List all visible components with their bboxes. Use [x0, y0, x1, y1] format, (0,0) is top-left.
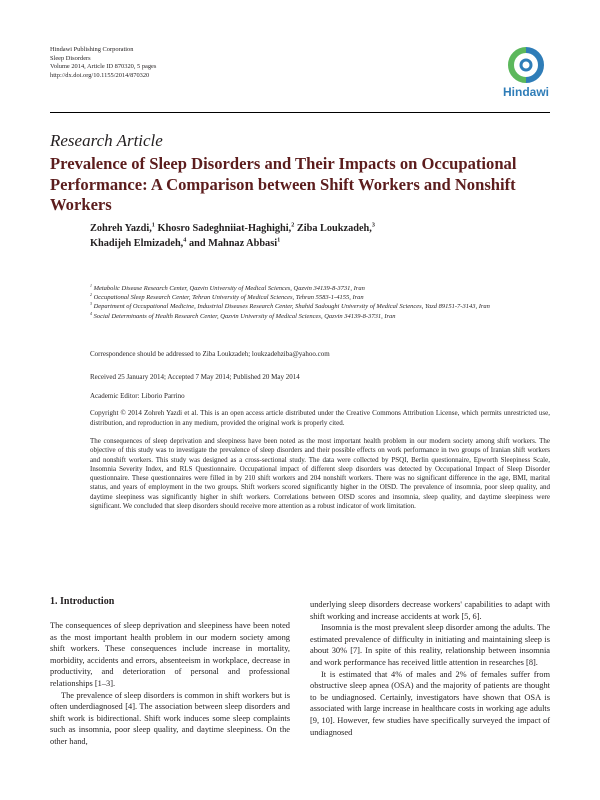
affiliation-item: $^3$ Department of Occupational Medicine, Industrial Diseases Research Center, Shahid Sadoughi University of Medical Sciences, Yazd 89151-7-3143, Iran [90, 302, 490, 311]
journal-name: Sleep Disorders [50, 54, 91, 62]
paragraph: The prevalence of sleep disorders is common in shift workers but is often underdiagnosed [4]. The association between sleep disorders and shift work is bidirectional. Shift work induces some sleep complaints such as insomnia, poor sleep quality, and daytime sleepiness. On the other hand, [50, 690, 290, 746]
copyright-notice: Copyright © 2014 Zohreh Yazdi et al. This is an open access article distributed under the Creative Commons Attribution License, which permits unrestricted use, distribution, and reproduction in any medium, provided the original work is properly cited. [90, 409, 550, 427]
abstract: The consequences of sleep deprivation and sleepiness have been noted as the most important health problem in our modern society among shift workers. The objective of this study was to investigate the prevalence of sleep disorders and their possible effects on work performance in two groups of Iranian shift workers and nonshift workers. This study was designed as a cross-sectional study. The data were collected by PSQI, Berlin questionnaire, Epworth Sleepiness Scale, Insomnia Severity Index, and RLS Questionnaire. Occupational impact of different sleep disorders was detected by Occupational Impact of Sleep Disorder questionnaire. These questionnaires were filled in by 210 shift workers and 204 nonshift workers. There was no significant difference in the age, BMI, marital status, and years of employment in the two groups. Shift workers scored significantly higher in the OISD. The prevalence of insomnia, poor sleep quality, and daytime sleepiness was significantly higher in shift workers. Correlations between OISD scores and insomnia, sleep quality, and daytime sleepiness were significant. We concluded that sleep disorders should receive more attention as a robust indicator of work limitation. [90, 437, 550, 511]
paragraph: Insomnia is the most prevalent sleep disorder among the adults. The estimated prevalence of difficulty in initiating and maintaining sleep is about 30% [7]. In spite of this reality, relationship between insomnia and work performance has received little attention in researches [8]. [310, 623, 550, 667]
hindawi-rings-icon [503, 44, 549, 86]
affiliation-item: $^2$ Occupational Sleep Research Center, Tehran University of Medical Sciences, Tehran 5583-1-4155, Iran [90, 293, 364, 302]
left-column [50, 620, 290, 748]
author-5-affil: 1 [277, 236, 281, 244]
author-5: and Mahnaz Abbasi [188, 237, 278, 249]
author-1: Zohreh Yazdi, [90, 223, 152, 234]
publisher-name: Hindawi Publishing Corporation [50, 46, 134, 53]
volume-info: Volume 2014, Article ID 870320, 5 pages [50, 63, 157, 71]
academic-editor: Academic Editor: Liborio Parrino [90, 392, 185, 400]
logo-wordmark: Hindawi [502, 85, 549, 99]
author-2: Khosro Sadeghniiat-Haghighi, [157, 223, 292, 234]
paragraph: It is estimated that 4% of males and 2% of females suffer from obstructive sleep apnea (OSA) and the majority of patients are thought to be undiagnosed. Certainly, investigators have shown that OSA is associated with large increase in healthcare costs in working age adults [9, 10]. However, few studies have specifically surveyed the impact of undiagnosed [310, 669, 550, 737]
author-4-affil: 4 [183, 236, 187, 244]
section-heading: 1. Introduction [50, 596, 115, 607]
author-1-affil: 1 [151, 221, 155, 229]
paragraph: The consequences of sleep deprivation and sleepiness have been noted as the most important health problem in our modern society among shift workers. These consequences include increase in mortality, morbidity, accidents and errors, absenteeism in workplace, decrease in productivity, and deterioration of personal and professional relationships [1–3]. [50, 621, 290, 688]
author-4: Khadijeh Elmizadeh, [90, 237, 184, 249]
author-3: Ziba Loukzadeh, [296, 223, 372, 234]
header-divider [50, 112, 550, 113]
affiliation-list [90, 284, 550, 321]
article-type: Research Article [50, 131, 163, 150]
author-2-affil: 2 [291, 221, 295, 229]
doi-link[interactable]: http://dx.doi.org/10.1155/2014/870320 [50, 71, 150, 79]
hindawi-logo [496, 44, 556, 106]
affiliation-item: $^1$ Metabolic Disease Research Center, Qazvin University of Medical Sciences, Qazvin 34139-8-3731, Iran [90, 283, 365, 292]
correspondence: Correspondence should be addressed to Ziba Loukzadeh; loukzadehziba@yahoo.com [90, 350, 330, 358]
publication-dates: Received 25 January 2014; Accepted 7 May 2014; Published 20 May 2014 [90, 373, 300, 381]
right-column [310, 599, 550, 738]
paragraph: underlying sleep disorders decrease workers' capabilities to adapt with shift working and increase accidents at work [5, 6]. [310, 600, 550, 621]
journal-header [50, 46, 156, 80]
author-3-affil: 3 [371, 221, 375, 229]
affiliation-item: $^4$ Social Determinants of Health Research Center, Qazvin University of Medical Sciences, Qazvin 34139-8-3731, Iran [90, 311, 396, 320]
author-list [90, 222, 550, 251]
paper-title: Prevalence of Sleep Disorders and Their Impacts on Occupational Performance: A Comparison between Shift Workers and Nonshift Workers [50, 154, 517, 214]
